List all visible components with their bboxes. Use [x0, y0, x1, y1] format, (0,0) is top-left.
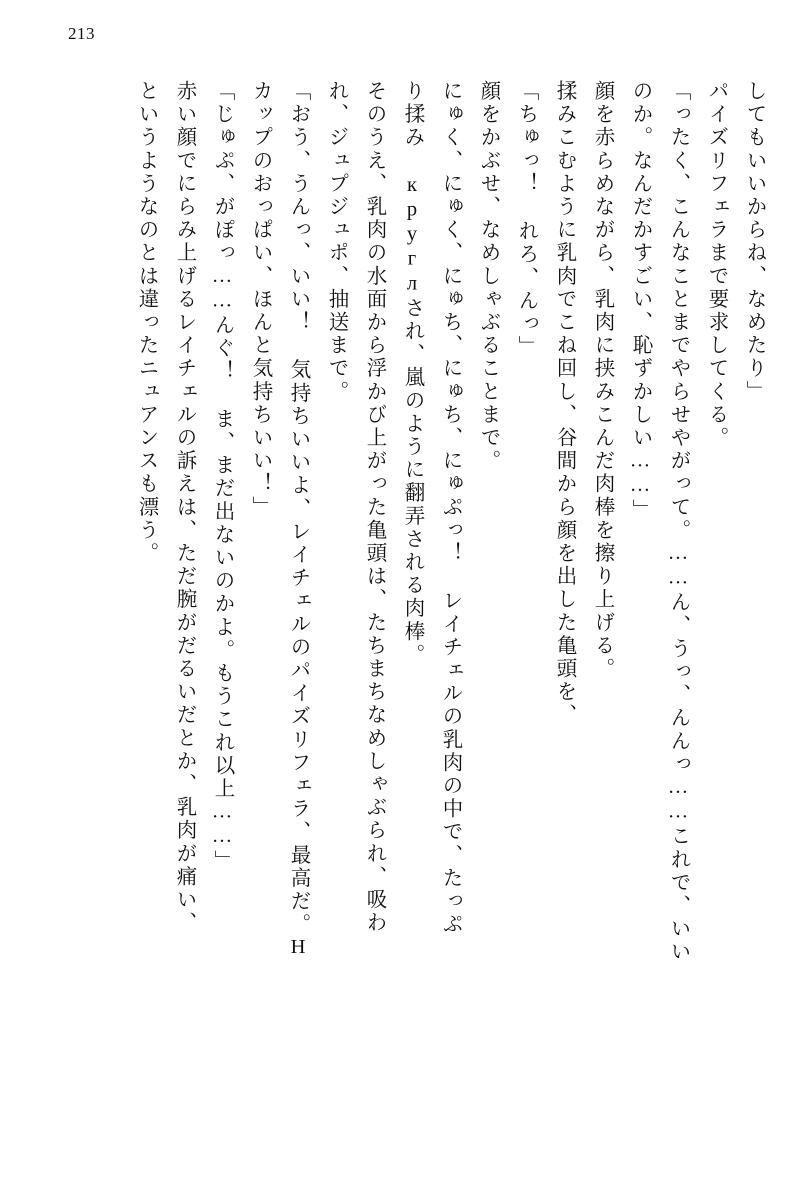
text-line: 顔を赤らめながら、乳肉に挟みこんだ肉棒を擦り上げる。	[591, 80, 613, 681]
text-line: 「じゅぷ、がぽっ……んぐ！ ま、まだ出ないのかよ。もうこれ以上……」	[211, 80, 233, 873]
body-text-block	[28, 80, 764, 1160]
text-line: り揉み круглされ、嵐のように翻弄される肉棒。	[401, 80, 423, 667]
text-line: れ、ジュプジュポ、抽送まで。	[325, 80, 347, 404]
text-line: 赤い顔でにらみ上げるレイチェルの訴えは、ただ腕がだるいだとか、乳肉が痛い、	[173, 80, 195, 935]
text-line: 「ちゅっ！ れろ、んっ」	[515, 80, 537, 359]
page-number: 213	[68, 24, 95, 43]
text-line: 「おう、うんっ、いい！ 気持ちいいよ、レイチェルのパイズリフェラ、最高だ。H	[287, 80, 309, 961]
text-line: というようなのとは違ったニュアンスも漂う。	[135, 80, 157, 566]
text-line: カップのおっぱい、ほんと気持ちいい！」	[249, 80, 271, 519]
text-line: そのうえ、乳肉の水面から浮かび上がった亀頭は、たちまちなめしゃぶられ、吸わ	[363, 80, 385, 935]
text-line: 「ったく、こんなことまでやらせやがって。……ん、うっ、んんっ……これで、いい	[667, 80, 689, 964]
text-line: 揉みこむように乳肉でこね回し、谷間から顔を出した亀頭を、	[553, 80, 575, 727]
text-line: してもいいからね、なめたり」	[743, 80, 765, 404]
text-line: パイズリフェラまで要求してくる。	[705, 80, 727, 450]
text-line: にゅく、にゅく、にゅち、にゅち、にゅぷっ！ レイチェルの乳肉の中で、たっぷ	[439, 80, 461, 937]
text-line: 顔をかぶせ、なめしゃぶることまで。	[477, 80, 499, 473]
text-line: のか。なんだかすごい、恥ずかしい……」	[629, 80, 651, 522]
